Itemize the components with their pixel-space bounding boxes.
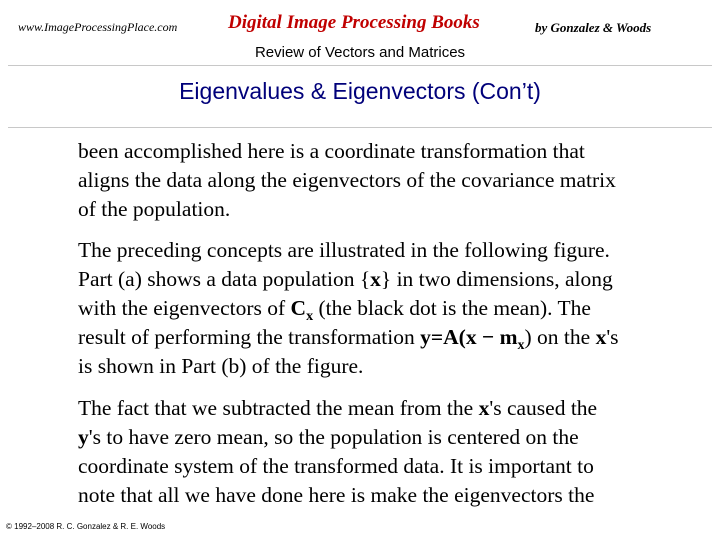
paragraph-2 [78, 236, 698, 381]
paragraph-line: The fact that we subtracted the mean from the x's caused the [78, 396, 598, 420]
paragraph-3 [78, 394, 698, 510]
paragraph-line: The preceding concepts are illustrated in the following figure. [78, 238, 610, 262]
paragraph-line: of the population. [78, 197, 231, 221]
vector-x: x [370, 267, 381, 291]
paragraph-line: note that all we have done here is make the eigenvectors the [78, 483, 595, 507]
title-divider [8, 127, 712, 128]
site-url: www.ImageProcessingPlace.com [18, 20, 178, 34]
paragraph-line: coordinate system of the transformed data. It is important to [78, 454, 594, 478]
paragraph-line: Part (a) shows a data population {x} in two dimensions, along [78, 267, 613, 291]
book-title: Digital Image Processing Books [228, 12, 480, 33]
transformation-equation: y=A(x − m [420, 325, 518, 349]
paragraph-line: is shown in Part (b) of the figure. [78, 354, 364, 378]
authors: by Gonzalez & Woods [535, 20, 652, 35]
paragraph-1 [78, 137, 698, 224]
paragraph-line: aligns the data along the eigenvectors of the covariance matrix [78, 168, 616, 192]
covariance-matrix-symbol: C [290, 296, 307, 320]
header-divider [8, 65, 712, 66]
slide-title: Eigenvalues & Eigenvectors (Con’t) [179, 78, 541, 104]
section-title: Review of Vectors and Matrices [254, 44, 466, 61]
paragraph-line: y's to have zero mean, so the population is centered on the [78, 425, 579, 449]
paragraph-line: with the eigenvectors of $C_x$ (the black dot is the mean). The [78, 296, 591, 324]
copyright-notice: © 1992–2008 R. C. Gonzalez & R. E. Woods [6, 522, 166, 531]
paragraph-line: been accomplished here is a coordinate transformation that [78, 139, 585, 163]
paragraph-line: result of performing the transformation $y=A(x - m_x)$ on the x's [78, 325, 619, 353]
